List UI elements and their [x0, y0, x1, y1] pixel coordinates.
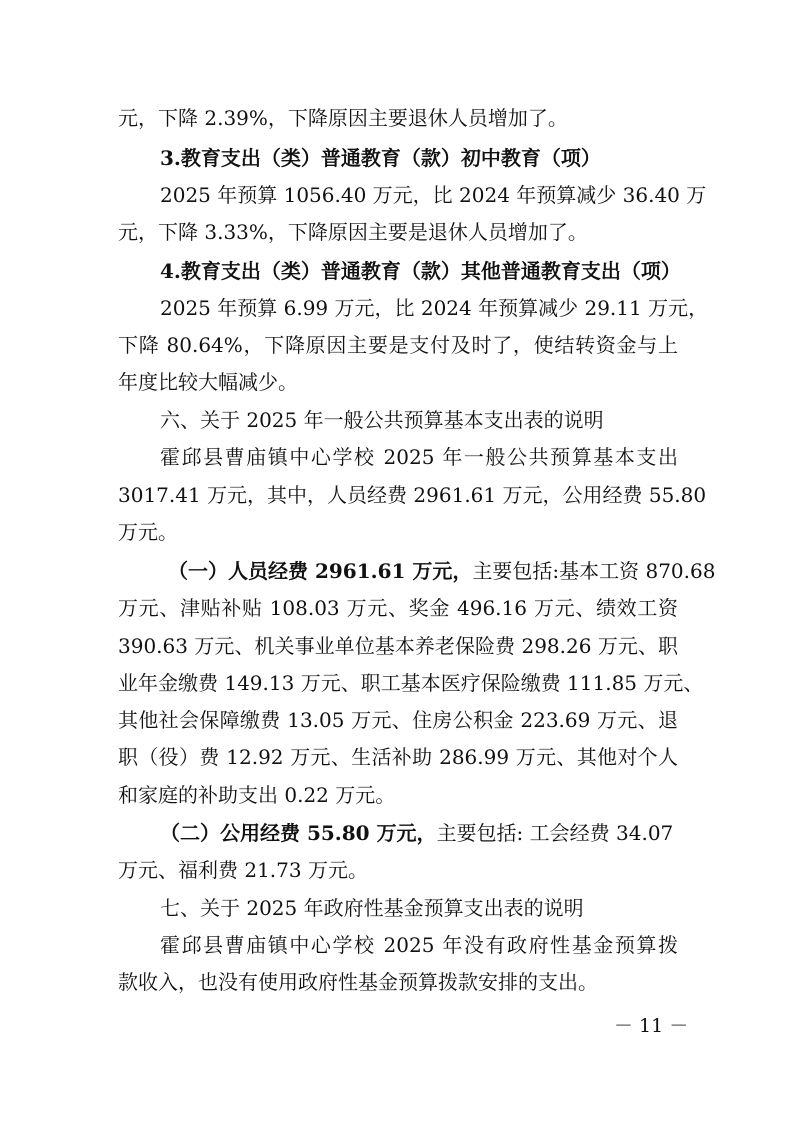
text-span: 主要包括: 工会经费 34.07 [436, 821, 674, 845]
text-line: 2025 年预算 1056.40 万元，比 2024 年预算减少 36.40 万 [160, 183, 707, 207]
text-span: 主要包括:基本工资 870.68 [472, 559, 716, 583]
text-line: 职（役）费 12.92 万元、生活补助 286.99 万元、其他对个人 [118, 745, 678, 769]
text-line: 万元、津贴补贴 108.03 万元、奖金 496.16 万元、绩效工资 [118, 596, 678, 620]
text-line: 业年金缴费 149.13 万元、职工基本医疗保险缴费 111.85 万元、 [118, 671, 704, 695]
text-line: 2025 年预算 6.99 万元，比 2024 年预算减少 29.11 万元， [160, 296, 709, 320]
text-line: 万元。 [118, 520, 178, 544]
text-line: 3017.41 万元，其中，人员经费 2961.61 万元，公用经费 55.80 [118, 483, 707, 507]
text-line: 霍邱县曹庙镇中心学校 2025 年没有政府性基金预算拨 [160, 933, 678, 957]
text-line: 款收入，也没有使用政府性基金预算拨款安排的支出。 [118, 970, 598, 994]
item-heading-3: 3.教育支出（类）普通教育（款）初中教育（项） [160, 146, 601, 170]
text-line: 390.63 万元、机关事业单位基本养老保险费 298.26 万元、职 [118, 634, 678, 658]
page-number: － 11 － [614, 1015, 689, 1037]
text-line: 霍邱县曹庙镇中心学校 2025 年一般公共预算基本支出 [160, 445, 678, 469]
text-line: 元，下降 3.33%，下降原因主要是退休人员增加了。 [118, 220, 588, 244]
text-line [160, 818, 678, 848]
text-line: 其他社会保障缴费 13.05 万元、住房公积金 223.69 万元、退 [118, 708, 678, 732]
text-line [168, 556, 716, 586]
text-line: 年度比较大幅减少。 [118, 370, 298, 394]
text-line: 和家庭的补助支出 0.22 万元。 [118, 783, 396, 807]
section-title-7: 七、关于 2025 年政府性基金预算支出表的说明 [160, 896, 584, 920]
personnel-expense-heading: （一）人员经费 2961.61 万元， [168, 559, 473, 583]
item-heading-4: 4.教育支出（类）普通教育（款）其他普通教育支出（项） [160, 259, 681, 283]
text-line: 万元、福利费 21.73 万元。 [118, 858, 368, 882]
text-line: 元，下降 2.39%，下降原因主要退休人员增加了。 [118, 106, 568, 130]
text-line: 下降 80.64%，下降原因主要是支付及时了，使结转资金与上 [118, 333, 678, 357]
public-expense-heading: （二）公用经费 55.80 万元， [160, 821, 437, 845]
section-title-6: 六、关于 2025 年一般公共预算基本支出表的说明 [160, 408, 604, 432]
